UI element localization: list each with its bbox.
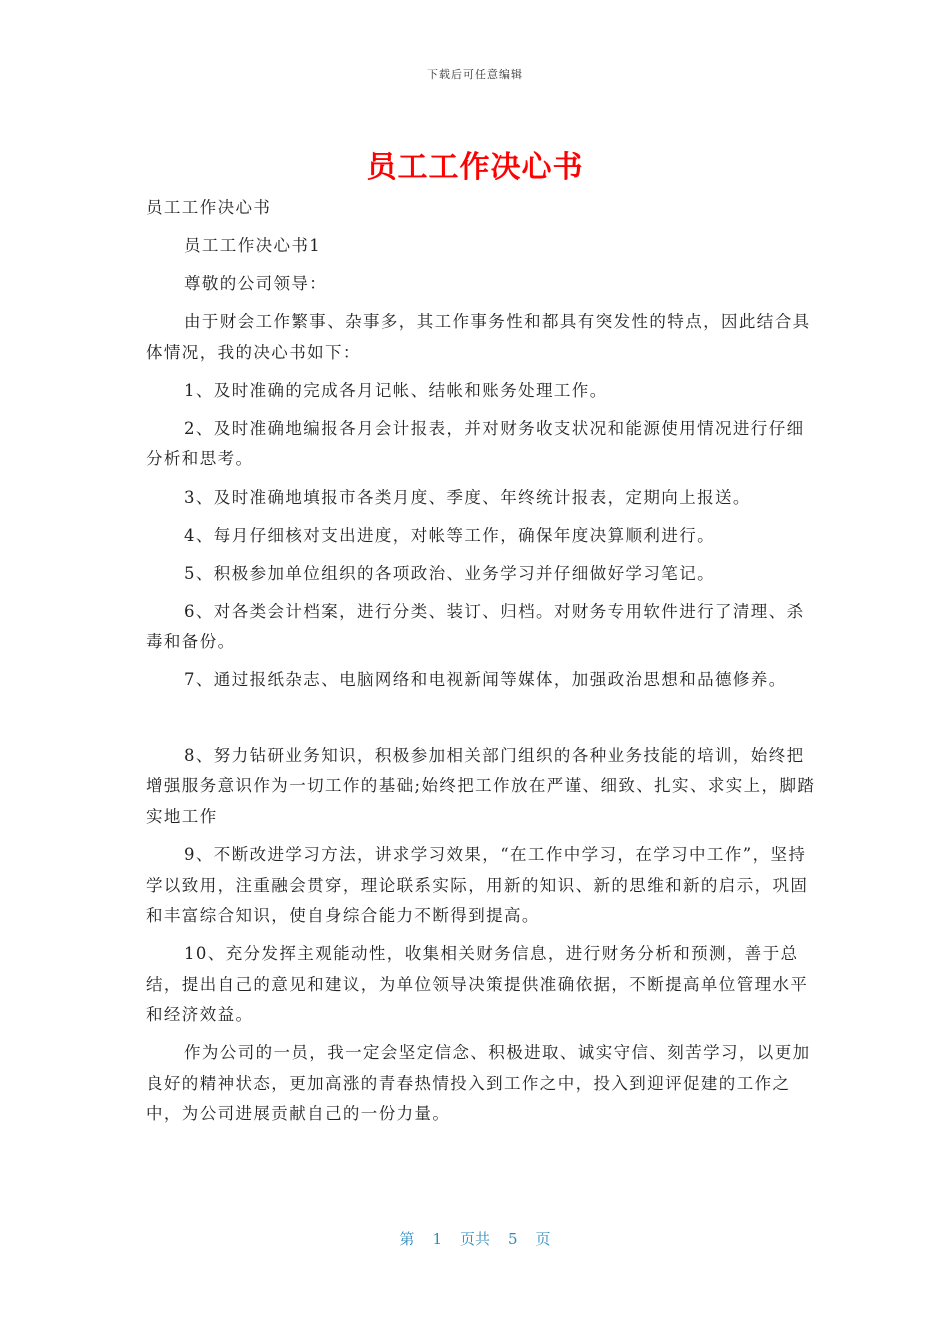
paragraph-item-7: 7、通过报纸杂志、电脑网络和电视新闻等媒体，加强政治思想和品德修养。	[184, 670, 787, 690]
document-title: 员工工作决心书	[366, 150, 584, 185]
paragraph-closing: 作为公司的一员，我一定会坚定信念、积极进取、诚实守信、刻苦学习，以更加良好的精神状态，更加高涨的青春热情投入到工作之中，投入到迎评促建的工作之中，为公司进展贡献自己的一份力量。	[146, 1043, 811, 1124]
paragraph-heading: 员工工作决心书1	[184, 236, 322, 256]
paragraph-item-9: 9、不断改进学习方法，讲求学习效果，“在工作中学习，在学习中工作”，坚持学以致用，注重融会贯穿，理论联系实际，用新的知识、新的思维和新的启示，巩固和丰富综合知识，使自身综合能力不断得到提高。	[146, 845, 809, 926]
footer-total-pages: 5	[508, 1230, 518, 1248]
paragraph-item-1: 1、及时准确的完成各月记帐、结帐和账务处理工作。	[184, 380, 608, 400]
paragraph-salutation: 尊敬的公司领导：	[184, 274, 328, 294]
paragraph-item-5: 5、积极参加单位组织的各项政治、业务学习并仔细做好学习笔记。	[184, 563, 715, 583]
paragraph-item-4: 4、每月仔细核对支出进度，对帐等工作，确保年度决算顺利进行。	[184, 525, 715, 545]
paragraph-subtitle: 员工工作决心书	[146, 198, 272, 217]
paragraph-item-2: 2、及时准确地编报各月会计报表，并对财务收支状况和能源使用情况进行仔细分析和思考。	[146, 418, 805, 469]
paragraph-item-8: 8、努力钻研业务知识，积极参加相关部门组织的各种业务技能的培训，始终把增强服务意识作为一切工作的基础;始终把工作放在严谨、细致、扎实、求实上，脚踏实地工作	[146, 745, 816, 826]
page-footer	[0, 1228, 950, 1249]
header-note: 下载后可任意编辑	[427, 68, 523, 81]
footer-prefix: 第	[399, 1230, 415, 1248]
footer-middle: 页共	[459, 1230, 490, 1248]
footer-page-number: 1	[432, 1230, 442, 1248]
paragraph-intro: 由于财会工作繁事、杂事多，其工作事务性和都具有突发性的特点，因此结合具体情况，我的决心书如下：	[146, 312, 811, 362]
document-body	[146, 193, 818, 1137]
paragraph-item-10: 10、充分发挥主观能动性，收集相关财务信息，进行财务分析和预测，善于总结，提出自己的意见和建议，为单位领导决策提供准确依据，不断提高单位管理水平和经济效益。	[146, 944, 809, 1025]
paragraph-item-3: 3、及时准确地填报市各类月度、季度、年终统计报表，定期向上报送。	[184, 487, 751, 507]
footer-suffix: 页	[535, 1230, 551, 1248]
paragraph-item-6: 6、对各类会计档案，进行分类、装订、归档。对财务专用软件进行了清理、杀毒和备份。	[146, 601, 805, 652]
